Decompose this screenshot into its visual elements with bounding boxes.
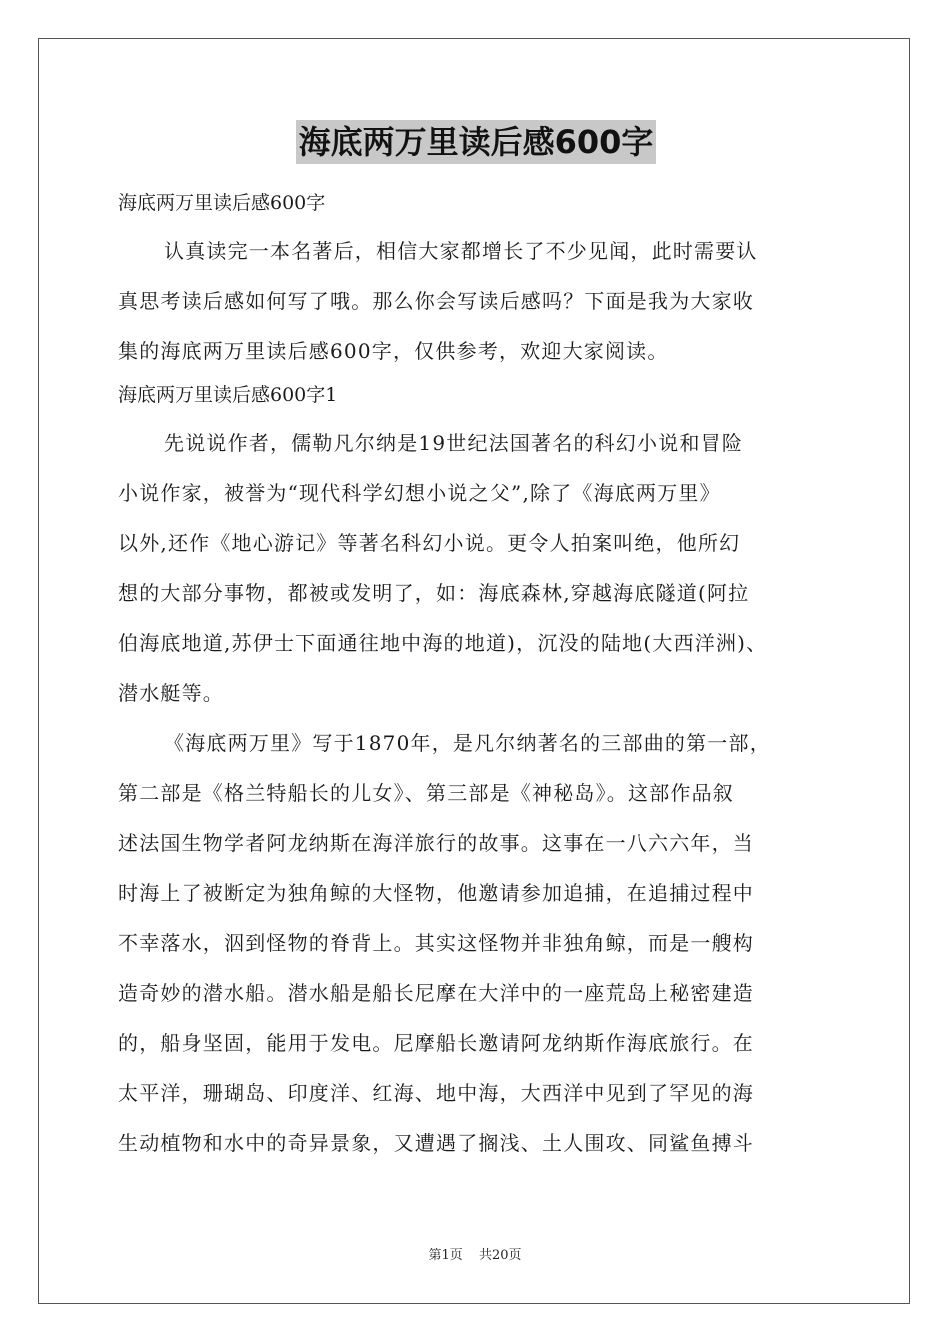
page-number: 第1页: [428, 1248, 463, 1263]
document-subtitle: 海底两万里读后感600字: [118, 192, 326, 214]
paragraph-line: 的，船身坚固，能用于发电。尼摩船长邀请阿龙纳斯作海底旅行。在: [118, 1031, 754, 1055]
paragraph-line: 第二部是《格兰特船长的儿女》、第三部是《神秘岛》。这部作品叙: [118, 781, 734, 805]
title-container: [118, 120, 834, 172]
document-title: 海底两万里读后感600字: [296, 120, 657, 164]
paragraph-line: 以外,还作《地心游记》等著名科幻小说。更令人拍案叫绝，他所幻: [118, 531, 741, 555]
paragraph-line: 潜水艇等。: [118, 681, 224, 705]
paragraph-line: 述法国生物学者阿龙纳斯在海洋旅行的故事。这事在一八六六年，当: [118, 831, 754, 855]
paragraph-line: 小说作家，被誉为“现代科学幻想小说之父”,除了《海底两万里》: [118, 481, 721, 505]
paragraph-line: 《海底两万里》写于1870年，是凡尔纳著名的三部曲的第一部，: [164, 731, 771, 755]
section-heading: 海底两万里读后感600字1: [118, 384, 338, 406]
paragraph-1: [118, 418, 834, 718]
paragraph-2: [118, 718, 834, 1168]
intro-line: 真思考读后感如何写了哦。那么你会写读后感吗？下面是我为大家收: [118, 289, 754, 313]
paragraph-line: 伯海底地道,苏伊士下面通往地中海的地道)，沉没的陆地(大西洋洲)、: [118, 631, 768, 655]
paragraph-line: 生动植物和水中的奇异景象，又遭遇了搁浅、土人围攻、同鲨鱼搏斗: [118, 1131, 754, 1155]
paragraph-line: 先说说作者，儒勒凡尔纳是19世纪法国著名的科幻小说和冒险: [164, 431, 744, 455]
paragraph-line: 太平洋，珊瑚岛、印度洋、红海、地中海，大西洋中见到了罕见的海: [118, 1081, 754, 1105]
intro-line: 集的海底两万里读后感600字，仅供参考，欢迎大家阅读。: [118, 339, 669, 363]
page-total: 共20页: [478, 1248, 522, 1263]
intro-paragraph: [118, 226, 834, 376]
page-footer: [0, 1244, 950, 1263]
paragraph-line: 造奇妙的潜水船。潜水船是船长尼摩在大洋中的一座荒岛上秘密建造: [118, 981, 754, 1005]
paragraph-line: 想的大部分事物，都被或发明了，如：海底森林,穿越海底隧道(阿拉: [118, 581, 750, 605]
document-body: [118, 120, 834, 1168]
intro-line: 认真读完一本名著后，相信大家都增长了不少见闻，此时需要认: [164, 239, 758, 263]
paragraph-line: 不幸落水，泅到怪物的脊背上。其实这怪物并非独角鲸，而是一艘构: [118, 931, 754, 955]
paragraph-line: 时海上了被断定为独角鲸的大怪物，他邀请参加追捕，在追捕过程中: [118, 881, 754, 905]
